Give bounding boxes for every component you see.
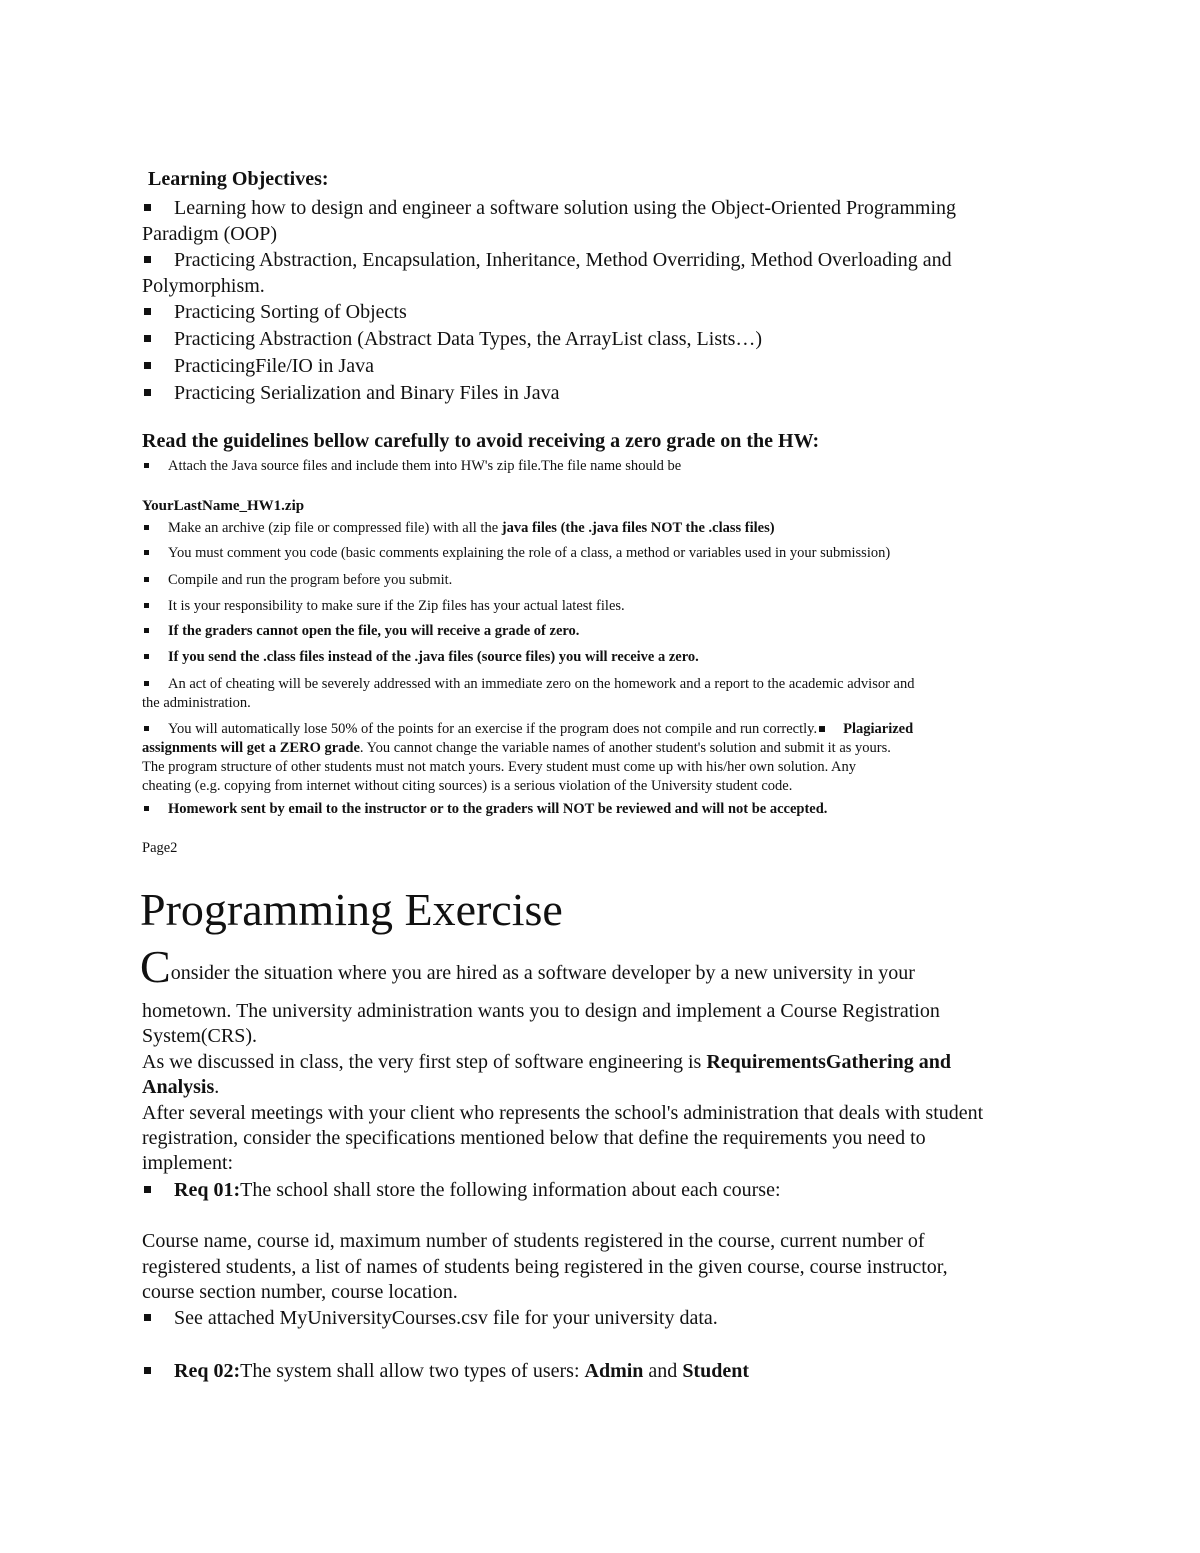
paragraph-line: registration, consider the specifications mentioned below that define the requirements you need to [142, 1127, 926, 1149]
bullet-icon [142, 800, 168, 819]
list-item-continuation: cheating (e.g. copying from internet without citing sources) is a serious violation of the University student code. [142, 778, 793, 794]
bullet-icon [142, 597, 168, 616]
bullet-icon [142, 1178, 174, 1203]
bullet-icon [142, 720, 168, 739]
zip-file-name: YourLastName_HW1.zip [142, 498, 305, 514]
paragraph-line: Course name, course id, maximum number of students registered in the course, current number of [142, 1230, 925, 1252]
bullet-icon [142, 1306, 174, 1331]
requirement-item: Req 01:The school shall store the following information about each course: [142, 1178, 781, 1203]
bullet-icon [142, 247, 174, 273]
bullet-icon [142, 1359, 174, 1384]
paragraph-line: implement: [142, 1152, 234, 1174]
list-item: Practicing Abstraction, Encapsulation, Inheritance, Method Overriding, Method Overloading and [142, 247, 952, 273]
bullet-icon [142, 326, 174, 352]
list-item: Practicing Abstraction (Abstract Data Types, the ArrayList class, Lists…) [142, 326, 762, 352]
learning-objectives-heading: Learning Objectives: [148, 168, 329, 190]
list-item: If you send the .class files instead of the .java files (source files) you will receive a zero. [142, 648, 699, 667]
bullet-icon [142, 544, 168, 563]
paragraph-line: As we discussed in class, the very first step of software engineering is RequirementsGathering and [142, 1051, 951, 1073]
paragraph-line: System(CRS). [142, 1025, 258, 1047]
bullet-icon [142, 457, 168, 476]
paragraph-line: Analysis. [142, 1076, 220, 1098]
list-item: Practicing Serialization and Binary Files in Java [142, 380, 559, 406]
guidelines-heading: Read the guidelines bellow carefully to avoid receiving a zero grade on the HW: [142, 430, 820, 452]
bullet-icon [142, 519, 168, 538]
bullet-icon [142, 353, 174, 379]
list-item-continuation: the administration. [142, 695, 251, 711]
list-item: Homework sent by email to the instructor or to the graders will NOT be reviewed and will not be accepted. [142, 800, 827, 819]
list-item-continuation: assignments will get a ZERO grade. You cannot change the variable names of another student's solution and submit it as yours. [142, 740, 891, 756]
list-item: You must comment you code (basic comments explaining the role of a class, a method or variables used in your submission) [142, 544, 890, 563]
bullet-icon [142, 299, 174, 325]
list-item-continuation: Paradigm (OOP) [142, 223, 277, 245]
list-item-continuation: The program structure of other students must not match yours. Every student must come up with his/her own solution. Any [142, 759, 857, 775]
paragraph-line: course section number, course location. [142, 1281, 458, 1303]
bullet-icon [142, 648, 168, 667]
list-item: Compile and run the program before you submit. [142, 571, 452, 590]
bullet-icon [819, 726, 825, 732]
bullet-icon [142, 675, 168, 694]
list-item: PracticingFile/IO in Java [142, 353, 374, 379]
list-item: If the graders cannot open the file, you will receive a grade of zero. [142, 622, 579, 641]
page-title: Programming Exercise [140, 884, 563, 935]
page-label: Page2 [142, 840, 178, 856]
paragraph-line: hometown. The university administration wants you to design and implement a Course Registration [142, 1000, 940, 1022]
list-item: Practicing Sorting of Objects [142, 299, 407, 325]
list-item: Make an archive (zip file or compressed file) with all the java files (the .java files NOT the .class files) [142, 519, 775, 538]
requirement-item: Req 02:The system shall allow two types of users: Admin and Student [142, 1359, 749, 1384]
list-item: Attach the Java source files and include them into HW's zip file.The file name should be [142, 457, 681, 476]
bullet-icon [142, 195, 174, 221]
paragraph-line: registered students, a list of names of students being registered in the given course, course instructor, [142, 1256, 948, 1278]
list-item-continuation: Polymorphism. [142, 275, 265, 297]
list-item: See attached MyUniversityCourses.csv file for your university data. [142, 1306, 718, 1331]
list-item: An act of cheating will be severely addressed with an immediate zero on the homework and a report to the academic advisor and [142, 675, 914, 694]
bullet-icon [142, 380, 174, 406]
bullet-icon [142, 622, 168, 641]
bullet-icon [142, 571, 168, 590]
paragraph-line: After several meetings with your client who represents the school's administration that deals with student [142, 1102, 984, 1124]
paragraph-line: Consider the situation where you are hired as a software developer by a new university in your [140, 941, 915, 992]
list-item: Learning how to design and engineer a software solution using the Object-Oriented Programming [142, 195, 956, 221]
list-item: You will automatically lose 50% of the points for an exercise if the program does not compile and run correctly. Plagiarized [142, 720, 913, 739]
drop-cap: C [140, 941, 171, 992]
list-item: It is your responsibility to make sure if the Zip files has your actual latest files. [142, 597, 625, 616]
